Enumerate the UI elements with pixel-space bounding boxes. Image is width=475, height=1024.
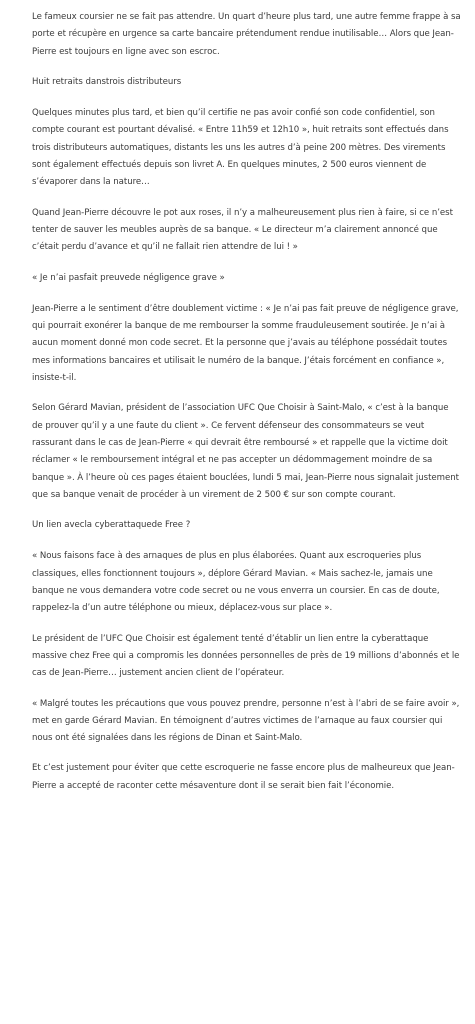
subheading-no-negligence: « Je n’ai pasfait preuvede négligence grave » [32,272,225,283]
paragraph-double-victim: Jean-Pierre a le sentiment d’être doublement victime : « Je n’ai pas fait preuve de négligence grave, qui pourrait exonérer la banque de me rembourser la somme frauduleusement soutirée. Je n’ai à aucun moment donné mon code secret. Et la personne que j’avais au téléphone possédait toutes mes informations bancaires et utilisait le numéro de la banque. J’étais forcément en confiance », insiste-t-il. [32,303,459,384]
paragraph-bank-refusal: Quand Jean-Pierre découvre le pot aux roses, il n’y a malheureusement plus rien à faire, si ce n’est tenter de sauver les meubles auprès de sa banque. « Le directeur m’a clairement annoncé que c’était perdu d’avance et qu’il ne fallait rien attendre de lui ! » [32,207,453,253]
subheading-free-cyberattack: Un lien avecla cyberattaquede Free ? [32,520,191,531]
paragraph-courier-arrives: Le fameux coursier ne se fait pas attendre. Un quart d’heure plus tard, une autre femme frappe à sa porte et récupère en urgence sa carte bancaire prétendument rendue inutilisable… Alors que Jean-Pierre est toujours en ligne avec son escroc. [32,12,461,57]
paragraph-free-link: Le président de l’UFC Que Choisir est également tenté d’établir un lien entre la cyberattaque massive chez Free qui a compromis les données personnelles de près de 19 millions d’abonnés et le cas de Jean-Pierre… justement ancien client de l’opérateur. [32,633,460,679]
paragraph-ufc-president: Selon Gérard Mavian, président de l’association UFC Que Choisir à Saint-Malo, « c’est à la banque de prouver qu’il y a une faute du client ». Ce fervent défenseur des consommateurs se veut rassurant dans le cas de Jean-Pierre « qui devrait être remboursé » et rappelle que la victime doit réclamer « le remboursement intégral et ne pas accepter un dédommagement moindre de sa banque ». À l’heure où ces pages étaient bouclées, lundi 5 mai, Jean-Pierre nous signalait justement que sa banque venait de procéder à un virement de 2 500 € sur son compte courant. [32,403,459,500]
subheading-eight-withdrawals: Huit retraits danstrois distributeurs [32,76,182,87]
paragraph-conclusion: Et c’est justement pour éviter que cette escroquerie ne fasse encore plus de malheureux que Jean-Pierre a accepté de raconter cette mésaventure dont il se serait bien fait l’économie. [32,763,455,791]
paragraph-account-emptied: Quelques minutes plus tard, et bien qu’il certifie ne pas avoir confié son code confidentiel, son compte courant est pourtant dévalisé. « Entre 11h59 et 12h10 », huit retraits sont effectués dans trois distributeurs automatiques, distants les uns les autres d’à peine 200 mètres. Des virements sont également effectués depuis son livret A. En quelques minutes, 2 500 euros viennent de s’évaporer dans la nature… [32,108,449,188]
paragraph-warning: « Malgré toutes les précautions que vous pouvez prendre, personne n’est à l’abri de se faire avoir », met en garde Gérard Mavian. En témoignent d’autres victimes de l’arnaque au faux coursier qui nous ont été signalées dans les régions de Dinan et Saint-Malo. [32,698,460,744]
paragraph-elaborate-scams: « Nous faisons face à des arnaques de plus en plus élaborées. Quant aux escroqueries plus classiques, elles fonctionnent toujours », déplore Gérard Mavian. « Mais sachez-le, jamais une banque ne vous demandera votre code secret ou ne vous enverra un coursier. En cas de doute, rappelez-la d’un autre téléphone ou mieux, déplacez-vous sur place ». [32,551,440,614]
